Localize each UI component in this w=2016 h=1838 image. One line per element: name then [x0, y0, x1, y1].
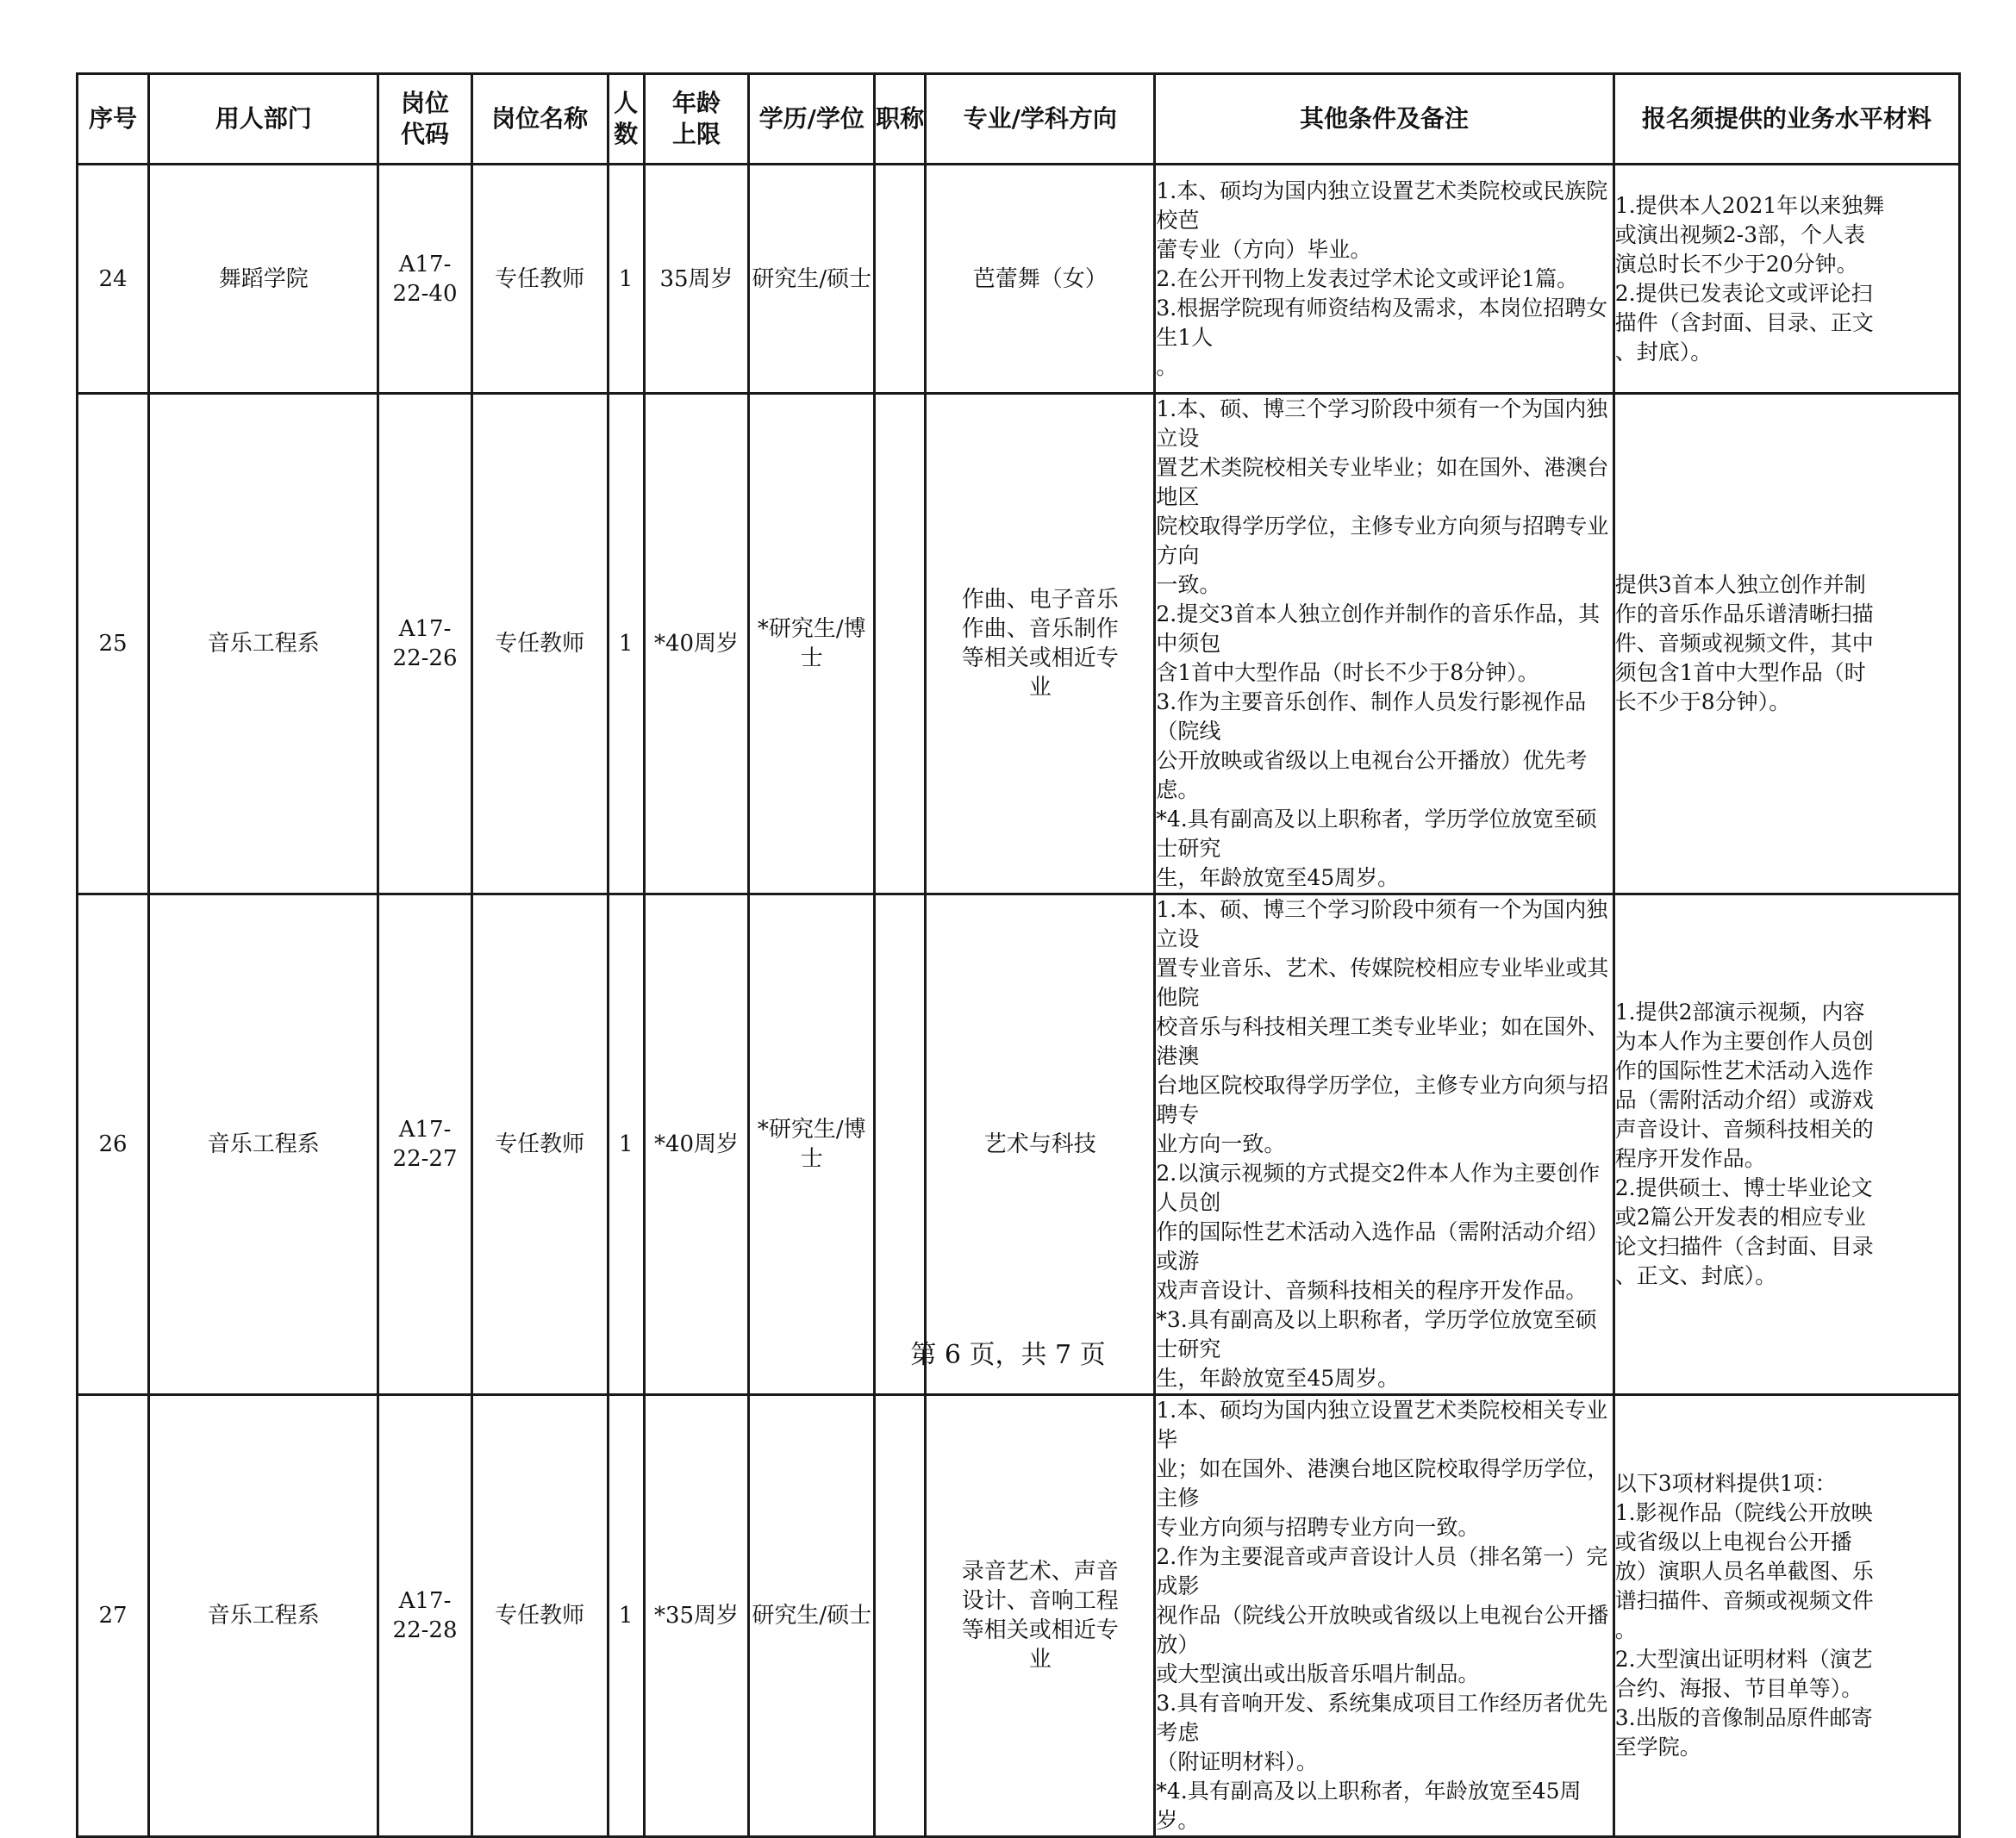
major-cell-line: 录音艺术、声音: [961, 1559, 1119, 1585]
recruitment-table: [76, 72, 1961, 1838]
code-cell: [378, 394, 471, 894]
notes-cell-line: 专业方向须与招聘专业方向一致。: [1156, 1515, 1480, 1540]
notes-cell-line: 戏声音设计、音频科技相关的程序开发作品。: [1156, 1278, 1588, 1303]
code-cell-line: A17-: [398, 616, 452, 642]
notes-cell-line: *3.具有副高及以上职称者，学历学位放宽至硕士研究: [1156, 1307, 1597, 1361]
notes-cell-line: 2.提交3首本人独立创作并制作的音乐作品，其中须包: [1156, 601, 1601, 656]
table-row: [78, 1395, 1960, 1837]
education-cell: 研究生/硕士: [749, 1395, 875, 1837]
materials-cell-line: 作的国际性艺术活动入选作: [1614, 1058, 1874, 1083]
materials-cell-line: 合约、海报、节目单等）。: [1614, 1676, 1863, 1701]
materials-cell-line: 2.提供硕士、博士毕业论文: [1614, 1175, 1873, 1200]
count-cell: 1: [608, 394, 644, 894]
major-cell: [926, 165, 1155, 394]
table-row: [78, 165, 1960, 394]
materials-cell-line: 3.出版的音像制品原件邮寄: [1614, 1705, 1873, 1730]
table-row: [78, 394, 1960, 894]
header-materials: 报名须提供的业务水平材料: [1613, 74, 1959, 165]
position-name-cell: 专任教师: [471, 394, 608, 894]
title-cell: [875, 394, 926, 894]
materials-cell-line: 或2篇公开发表的相应专业: [1614, 1205, 1866, 1230]
materials-cell-line: 至学院。: [1614, 1735, 1701, 1760]
notes-cell-line: 院校取得学历学位，主修专业方向须与招聘专业方向: [1156, 514, 1609, 568]
materials-cell-line: 或省级以上电视台公开播: [1614, 1530, 1852, 1555]
materials-cell-line: 程序开发作品。: [1614, 1146, 1766, 1171]
title-cell: [875, 165, 926, 394]
header-dept: 用人部门: [149, 74, 378, 165]
title-cell: [875, 1395, 926, 1837]
materials-cell-line: 。: [1614, 1617, 1637, 1642]
header-row: [78, 74, 1960, 165]
code-cell-line: 22-28: [392, 1617, 458, 1643]
notes-cell: [1155, 1395, 1613, 1837]
notes-cell-line: 校音乐与科技相关理工类专业毕业；如在国外、港澳: [1156, 1014, 1609, 1069]
code-cell: [378, 1395, 471, 1837]
notes-cell-line: 1.本、硕、博三个学习阶段中须有一个为国内独立设: [1156, 897, 1608, 951]
notes-cell-line: 视作品（院线公开放映或省级以上电视台公开播放）: [1156, 1603, 1609, 1657]
materials-cell-line: 1.影视作品（院线公开放映: [1614, 1500, 1873, 1525]
notes-cell-line: 生，年龄放宽至45周岁。: [1156, 865, 1400, 890]
major-cell: [926, 394, 1155, 894]
position-name-cell: 专任教师: [471, 894, 608, 1395]
header-code: [378, 74, 471, 165]
notes-cell-line: 2.在公开刊物上发表过学术论文或评论1篇。: [1156, 265, 1579, 291]
materials-cell-line: 声音设计、音频科技相关的: [1614, 1117, 1874, 1142]
code-cell-line: 22-40: [392, 280, 458, 307]
materials-cell-line: 2.提供已发表论文或评论扫: [1614, 280, 1873, 306]
notes-cell-line: 3.根据学院现有师资结构及需求，本岗位招聘女生1人: [1156, 295, 1608, 350]
age-cell: *35周岁: [644, 1395, 749, 1837]
education-cell: 研究生/硕士: [749, 165, 875, 394]
major-cell-line: 艺术与科技: [983, 1131, 1096, 1157]
header-code-line2: 代码: [401, 120, 450, 148]
materials-cell-line: 作的音乐作品乐谱清晰扫描: [1614, 601, 1874, 626]
position-name-cell: 专任教师: [471, 1395, 608, 1837]
code-cell: [378, 165, 471, 394]
header-age-line1: 年龄: [672, 89, 721, 117]
code-cell-line: 22-26: [392, 645, 458, 671]
dept-cell: 舞蹈学院: [149, 165, 378, 394]
materials-cell-line: 以下3项材料提供1项：: [1614, 1471, 1837, 1496]
notes-cell-line: 1.本、硕均为国内独立设置艺术类院校相关专业毕: [1156, 1398, 1608, 1452]
materials-cell: [1613, 894, 1959, 1395]
materials-cell-line: 或演出视频2-3部，个人表: [1614, 221, 1866, 247]
major-cell-line: 等相关或相近专: [961, 645, 1119, 671]
major-cell-line: 作曲、电子音乐: [961, 587, 1119, 613]
major-cell-line: 等相关或相近专: [961, 1617, 1119, 1643]
code-cell-line: A17-: [398, 1117, 452, 1143]
materials-cell-line: 为本人作为主要创作人员创: [1614, 1029, 1874, 1054]
header-count: 人数: [608, 74, 644, 165]
seq-cell: 25: [78, 394, 149, 894]
materials-cell-line: 件、音频或视频文件，其中: [1614, 631, 1874, 656]
education-cell: *研究生/博士: [749, 894, 875, 1395]
title-cell: [875, 894, 926, 1395]
seq-cell: 26: [78, 894, 149, 1395]
major-cell: [926, 894, 1155, 1395]
notes-cell-line: 一致。: [1156, 572, 1221, 597]
notes-cell-line: 。: [1156, 353, 1178, 379]
notes-cell-line: 台地区院校取得学历学位，主修专业方向须与招聘专: [1156, 1073, 1609, 1127]
header-name: 岗位名称: [471, 74, 608, 165]
education-cell: *研究生/博士: [749, 394, 875, 894]
seq-cell: 24: [78, 165, 149, 394]
age-cell: *40周岁: [644, 894, 749, 1395]
materials-cell-line: 放）演职人员名单截图、乐: [1614, 1559, 1874, 1584]
materials-cell: [1613, 394, 1959, 894]
materials-cell-line: 1.提供2部演示视频，内容: [1614, 1000, 1865, 1025]
materials-cell-line: 2.大型演出证明材料（演艺: [1614, 1647, 1873, 1672]
notes-cell: [1155, 894, 1613, 1395]
major-cell-line: 设计、音响工程: [961, 1588, 1119, 1614]
materials-cell-line: 演总时长不少于20分钟。: [1614, 251, 1858, 277]
notes-cell-line: *4.具有副高及以上职称者，学历学位放宽至硕士研究: [1156, 807, 1597, 861]
age-cell: 35周岁: [644, 165, 749, 394]
materials-cell-line: 须包含1首中大型作品（时: [1614, 660, 1866, 685]
header-edu: 学历/学位: [749, 74, 875, 165]
notes-cell: [1155, 394, 1613, 894]
code-cell: [378, 894, 471, 1395]
major-cell-line: 业: [1028, 1647, 1052, 1673]
position-name-cell: 专任教师: [471, 165, 608, 394]
materials-cell-line: 长不少于8分钟）。: [1614, 689, 1791, 714]
materials-cell: [1613, 165, 1959, 394]
header-notes: 其他条件及备注: [1155, 74, 1613, 165]
page-number-footer: 第 6 页，共 7 页: [910, 1340, 1106, 1370]
materials-cell-line: 提供3首本人独立创作并制: [1614, 572, 1866, 597]
notes-cell-line: 含1首中大型作品（时长不少于8分钟）。: [1156, 660, 1539, 685]
notes-cell-line: 或大型演出或出版音乐唱片制品。: [1156, 1661, 1480, 1686]
notes-cell-line: 业；如在国外、港澳台地区院校取得学历学位，主修: [1156, 1456, 1609, 1511]
major-cell: [926, 1395, 1155, 1837]
notes-cell-line: 2.作为主要混音或声音设计人员（排名第一）完成影: [1156, 1544, 1608, 1598]
notes-cell-line: 生，年龄放宽至45周岁。: [1156, 1366, 1400, 1391]
notes-cell-line: 1.本、硕、博三个学习阶段中须有一个为国内独立设: [1156, 396, 1608, 451]
notes-cell-line: （附证明材料）。: [1156, 1749, 1318, 1774]
age-cell: *40周岁: [644, 394, 749, 894]
notes-cell-line: 业方向一致。: [1156, 1131, 1286, 1156]
count-cell: 1: [608, 165, 644, 394]
major-cell-line: 芭蕾舞（女）: [972, 265, 1108, 292]
materials-cell-line: 论文扫描件（含封面、目录: [1614, 1234, 1874, 1259]
header-title: 职称: [875, 74, 926, 165]
header-seq: 序号: [78, 74, 149, 165]
notes-cell-line: 3.具有音响开发、系统集成项目工作经历者优先考虑: [1156, 1691, 1608, 1745]
notes-cell-line: 3.作为主要音乐创作、制作人员发行影视作品（院线: [1156, 689, 1587, 744]
materials-cell: [1613, 1395, 1959, 1837]
notes-cell-line: 蕾专业（方向）毕业。: [1156, 236, 1372, 262]
count-cell: 1: [608, 1395, 644, 1837]
notes-cell: [1155, 165, 1613, 394]
materials-cell-line: 描件（含封面、目录、正文: [1614, 309, 1874, 335]
count-cell: 1: [608, 894, 644, 1395]
notes-cell-line: 置专业音乐、艺术、传媒院校相应专业毕业或其他院: [1156, 956, 1609, 1010]
seq-cell: 27: [78, 1395, 149, 1837]
code-cell-line: A17-: [398, 251, 452, 277]
materials-cell-line: 1.提供本人2021年以来独舞: [1614, 192, 1885, 218]
materials-cell-line: 、封底）。: [1614, 339, 1713, 364]
notes-cell-line: 作的国际性艺术活动入选作品（需附活动介绍）或游: [1156, 1219, 1609, 1274]
notes-cell-line: 公开放映或省级以上电视台公开播放）优先考虑。: [1156, 748, 1588, 802]
header-code-line1: 岗位: [401, 89, 450, 117]
dept-cell: 音乐工程系: [149, 1395, 378, 1837]
materials-cell-line: 品（需附活动介绍）或游戏: [1614, 1087, 1874, 1112]
major-cell-line: 业: [1028, 675, 1052, 701]
dept-cell: 音乐工程系: [149, 394, 378, 894]
major-cell-line: 作曲、音乐制作: [961, 616, 1119, 642]
materials-cell-line: 谱扫描件、音频或视频文件: [1614, 1588, 1874, 1613]
dept-cell: 音乐工程系: [149, 894, 378, 1395]
materials-cell-line: 、正文、封底）。: [1614, 1263, 1777, 1288]
notes-cell-line: 置艺术类院校相关专业毕业；如在国外、港澳台地区: [1156, 455, 1609, 509]
notes-cell-line: *4.具有副高及以上职称者，年龄放宽至45周岁。: [1156, 1779, 1582, 1833]
code-cell-line: A17-: [398, 1588, 452, 1614]
notes-cell-line: 2.以演示视频的方式提交2件本人作为主要创作人员创: [1156, 1161, 1601, 1215]
header-age: [644, 74, 749, 165]
table-row: [78, 894, 1960, 1395]
code-cell-line: 22-27: [392, 1146, 458, 1172]
header-age-line2: 上限: [672, 120, 721, 148]
header-major: 专业/学科方向: [926, 74, 1155, 165]
notes-cell-line: 1.本、硕均为国内独立设置艺术类院校或民族院校芭: [1156, 178, 1608, 233]
